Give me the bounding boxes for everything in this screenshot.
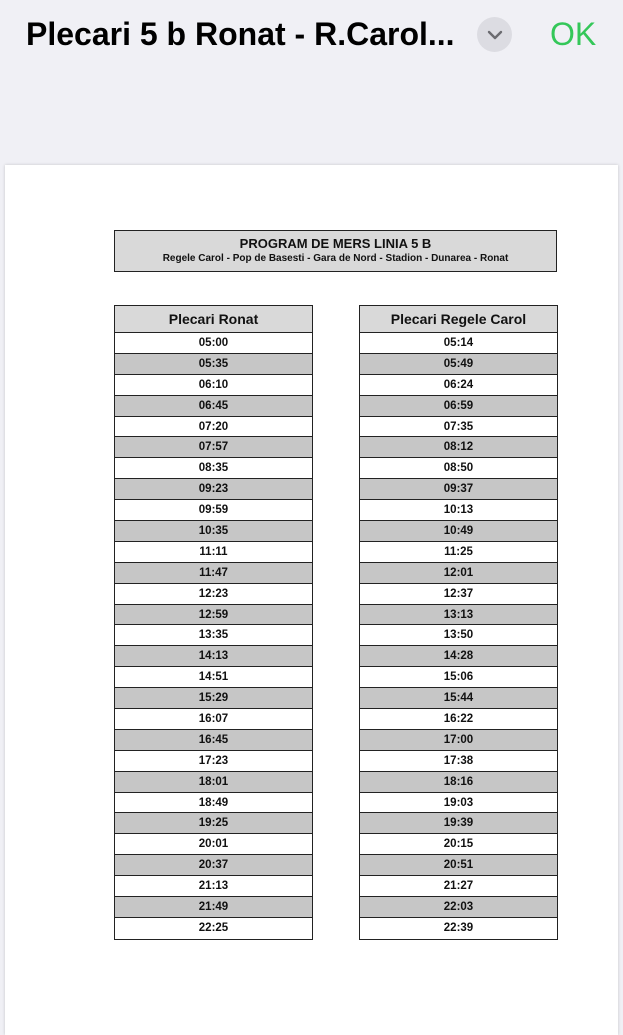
time-cell: 21:27: [360, 876, 557, 897]
schedule-title: PROGRAM DE MERS LINIA 5 B: [239, 236, 432, 251]
time-cell: 16:07: [115, 709, 312, 730]
time-cell: 15:06: [360, 667, 557, 688]
time-cell: 06:10: [115, 375, 312, 396]
time-cell: 10:49: [360, 521, 557, 542]
top-bar: [0, 0, 623, 165]
time-cell: 14:13: [115, 646, 312, 667]
time-cell: 22:39: [443, 922, 474, 935]
time-cell: 19:25: [115, 813, 312, 834]
time-cell: 13:13: [360, 605, 557, 626]
departures-ronat-table: [114, 305, 313, 940]
time-cell: 22:25: [198, 922, 229, 935]
time-cell: 11:25: [360, 542, 557, 563]
time-cell: 18:16: [360, 772, 557, 793]
time-cell: 22:03: [360, 897, 557, 918]
time-cell: 20:51: [360, 855, 557, 876]
time-cell: 13:50: [360, 625, 557, 646]
time-cell: 16:45: [115, 730, 312, 751]
time-cell: 17:23: [115, 751, 312, 772]
document-title: Plecari 5 b Ronat - R.Carol...: [26, 16, 455, 52]
document-page: [5, 165, 618, 1035]
time-cell: 16:22: [360, 709, 557, 730]
time-cell: 05:35: [115, 354, 312, 375]
time-cell: 06:24: [360, 375, 557, 396]
time-cell: 20:37: [115, 855, 312, 876]
time-cell: 05:14: [360, 333, 557, 354]
time-cell: 14:51: [115, 667, 312, 688]
time-cell: 12:37: [360, 584, 557, 605]
time-cell: 10:13: [360, 500, 557, 521]
time-cell: 13:35: [115, 625, 312, 646]
departures-regele-carol-table: [359, 305, 558, 940]
time-cell: 18:49: [115, 793, 312, 814]
table-heading: Plecari Regele Carol: [360, 306, 557, 333]
time-cell: 15:29: [115, 688, 312, 709]
time-cell: 20:15: [360, 834, 557, 855]
schedule-header: [114, 230, 557, 272]
time-cell: 14:28: [360, 646, 557, 667]
chevron-down-icon: [487, 30, 503, 40]
table-body: [360, 333, 557, 939]
time-cell: 07:35: [360, 417, 557, 438]
schedule-route: Regele Carol - Pop de Basesti - Gara de Nord - Stadion - Dunarea - Ronat: [162, 253, 509, 264]
table-body: [115, 333, 312, 939]
time-cell: 06:59: [360, 396, 557, 417]
time-cell: 05:49: [360, 354, 557, 375]
time-cell: 11:11: [115, 542, 312, 563]
time-cell: 12:01: [360, 563, 557, 584]
ok-button[interactable]: OK: [550, 16, 597, 52]
time-cell: 08:50: [360, 458, 557, 479]
time-cell: 19:03: [360, 793, 557, 814]
time-cell: 08:12: [360, 437, 557, 458]
time-cell: 17:38: [360, 751, 557, 772]
time-cell: 15:44: [360, 688, 557, 709]
time-cell: 12:59: [115, 605, 312, 626]
table-heading: Plecari Ronat: [115, 306, 312, 333]
time-cell: 21:49: [115, 897, 312, 918]
time-cell: 09:37: [360, 479, 557, 500]
title-menu-button[interactable]: [477, 17, 512, 52]
time-cell: 10:35: [115, 521, 312, 542]
time-cell: 09:59: [115, 500, 312, 521]
time-cell: 08:35: [115, 458, 312, 479]
time-cell: 07:20: [115, 417, 312, 438]
time-cell: 21:13: [115, 876, 312, 897]
time-cell: 18:01: [115, 772, 312, 793]
time-cell: 11:47: [115, 563, 312, 584]
time-cell: 06:45: [115, 396, 312, 417]
time-cell: 12:23: [115, 584, 312, 605]
time-cell: 09:23: [115, 479, 312, 500]
time-cell: 20:01: [115, 834, 312, 855]
time-cell: 07:57: [115, 437, 312, 458]
time-cell: 19:39: [360, 813, 557, 834]
time-cell: 17:00: [360, 730, 557, 751]
time-cell: 05:00: [115, 333, 312, 354]
